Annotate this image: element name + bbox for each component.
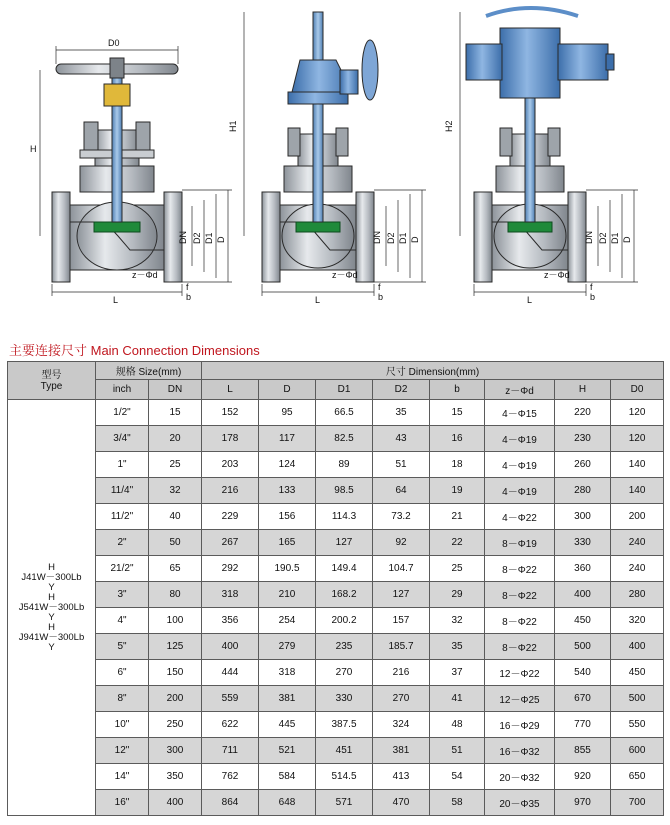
type-line: Y <box>48 581 55 593</box>
table-cell: 140 <box>611 452 664 478</box>
table-cell: 114.3 <box>316 504 373 530</box>
table-cell: 270 <box>373 686 430 712</box>
table-cell: 16" <box>96 790 149 816</box>
table-cell: 104.7 <box>373 556 430 582</box>
table-cell: 2" <box>96 530 149 556</box>
col-header-d0: D0 <box>611 380 664 400</box>
table-cell: 584 <box>259 764 316 790</box>
table-cell: 203 <box>202 452 259 478</box>
table-cell: 21/2" <box>96 556 149 582</box>
table-cell: 16－Φ29 <box>485 712 555 738</box>
table-cell: 864 <box>202 790 259 816</box>
label-d-1: D <box>216 236 226 243</box>
table-cell: 445 <box>259 712 316 738</box>
table-cell: 41 <box>430 686 485 712</box>
table-cell: 37 <box>430 660 485 686</box>
table-cell: 540 <box>555 660 611 686</box>
table-cell: 8－Φ19 <box>485 530 555 556</box>
table-cell: 185.7 <box>373 634 430 660</box>
table-row <box>8 478 664 504</box>
type-line: Y <box>48 611 55 623</box>
table-cell: 381 <box>373 738 430 764</box>
table-cell: 250 <box>149 712 202 738</box>
table-cell: 444 <box>202 660 259 686</box>
type-line: H <box>48 621 55 633</box>
table-cell: 25 <box>430 556 485 582</box>
table-cell: 178 <box>202 426 259 452</box>
table-cell: 12－Φ25 <box>485 686 555 712</box>
type-line: H <box>48 591 55 603</box>
table-cell: 157 <box>373 608 430 634</box>
table-cell: 6" <box>96 660 149 686</box>
col-header-l: L <box>202 380 259 400</box>
table-cell: 125 <box>149 634 202 660</box>
type-header <box>8 362 96 400</box>
table-cell: 58 <box>430 790 485 816</box>
table-cell: 280 <box>611 582 664 608</box>
table-cell: 51 <box>373 452 430 478</box>
table-cell: 280 <box>555 478 611 504</box>
label-d1-1: D1 <box>204 232 214 244</box>
label-d2-2: D2 <box>386 232 396 244</box>
label-d2-1: D2 <box>192 232 202 244</box>
col-header-d: D <box>259 380 316 400</box>
table-row <box>8 738 664 764</box>
table-cell: 50 <box>149 530 202 556</box>
table-row <box>8 556 664 582</box>
table-cell: 43 <box>373 426 430 452</box>
valve-drawings <box>0 0 670 330</box>
table-cell: 15 <box>430 400 485 426</box>
table-row <box>8 634 664 660</box>
table-cell: 970 <box>555 790 611 816</box>
table-cell: 140 <box>611 478 664 504</box>
table-cell: 229 <box>202 504 259 530</box>
table-cell: 210 <box>259 582 316 608</box>
col-header-bolt: z－Φd <box>485 380 555 400</box>
table-cell: 300 <box>555 504 611 530</box>
table-cell: 400 <box>555 582 611 608</box>
table-row <box>8 712 664 738</box>
table-cell: 320 <box>611 608 664 634</box>
table-cell: 200 <box>611 504 664 530</box>
col-header-d2: D2 <box>373 380 430 400</box>
label-l-2: L <box>315 295 321 305</box>
table-cell: 514.5 <box>316 764 373 790</box>
label-b-2: b <box>378 292 384 302</box>
type-line: J541W－300Lb <box>18 601 85 613</box>
label-h1: H1 <box>228 120 238 132</box>
table-cell: 450 <box>611 660 664 686</box>
label-bolt-2: z－Φd <box>332 270 358 280</box>
col-header-b: b <box>430 380 485 400</box>
table-row <box>8 504 664 530</box>
table-cell: 500 <box>555 634 611 660</box>
table-cell: 451 <box>316 738 373 764</box>
table-cell: 22 <box>430 530 485 556</box>
label-d1-2: D1 <box>398 232 408 244</box>
table-cell: 450 <box>555 608 611 634</box>
label-d1-3: D1 <box>610 232 620 244</box>
table-cell: 35 <box>430 634 485 660</box>
table-cell: 292 <box>202 556 259 582</box>
label-dn-1: DN <box>178 231 188 244</box>
table-cell: 32 <box>149 478 202 504</box>
table-cell: 156 <box>259 504 316 530</box>
table-cell: 4－Φ19 <box>485 478 555 504</box>
table-cell: 190.5 <box>259 556 316 582</box>
table-cell: 12－Φ22 <box>485 660 555 686</box>
table-cell: 120 <box>611 426 664 452</box>
table-cell: 400 <box>611 634 664 660</box>
table-cell: 3" <box>96 582 149 608</box>
valve-handwheel-drawing <box>40 46 232 296</box>
valve-electric-drawing <box>460 8 638 296</box>
table-row <box>8 686 664 712</box>
table-cell: 700 <box>611 790 664 816</box>
table-cell: 98.5 <box>316 478 373 504</box>
table-cell: 20－Φ32 <box>485 764 555 790</box>
table-cell: 216 <box>202 478 259 504</box>
table-cell: 16－Φ32 <box>485 738 555 764</box>
table-cell: 133 <box>259 478 316 504</box>
table-cell: 381 <box>259 686 316 712</box>
table-cell: 25 <box>149 452 202 478</box>
table-cell: 8－Φ22 <box>485 582 555 608</box>
table-cell: 330 <box>316 686 373 712</box>
table-cell: 66.5 <box>316 400 373 426</box>
table-cell: 559 <box>202 686 259 712</box>
table-cell: 356 <box>202 608 259 634</box>
table-cell: 350 <box>149 764 202 790</box>
label-bolt-1: z－Φd <box>132 270 158 280</box>
table-cell: 230 <box>555 426 611 452</box>
type-header-cn: 型号 <box>41 369 62 381</box>
table-cell: 240 <box>611 530 664 556</box>
table-cell: 29 <box>430 582 485 608</box>
col-header-dn: DN <box>149 380 202 400</box>
table-cell: 3/4" <box>96 426 149 452</box>
table-row <box>8 790 664 816</box>
table-cell: 18 <box>430 452 485 478</box>
table-row <box>8 400 664 426</box>
table-cell: 8" <box>96 686 149 712</box>
label-dn-2: DN <box>372 231 382 244</box>
table-cell: 64 <box>373 478 430 504</box>
table-cell: 4" <box>96 608 149 634</box>
table-cell: 387.5 <box>316 712 373 738</box>
table-cell: 73.2 <box>373 504 430 530</box>
label-l-1: L <box>113 295 119 305</box>
label-b-3: b <box>590 292 596 302</box>
table-cell: 400 <box>149 790 202 816</box>
label-f-1: f <box>186 282 189 292</box>
table-row <box>8 608 664 634</box>
col-header-h: H <box>555 380 611 400</box>
table-cell: 4－Φ19 <box>485 426 555 452</box>
valve-gear-drawing <box>244 12 426 296</box>
table-row <box>8 452 664 478</box>
col-header-d1: D1 <box>316 380 373 400</box>
table-cell: 318 <box>202 582 259 608</box>
type-header-en: Type <box>40 380 63 392</box>
table-cell: 762 <box>202 764 259 790</box>
table-cell: 35 <box>373 400 430 426</box>
table-cell: 92 <box>373 530 430 556</box>
table-cell: 65 <box>149 556 202 582</box>
table-cell: 12" <box>96 738 149 764</box>
table-cell: 117 <box>259 426 316 452</box>
table-cell: 240 <box>611 556 664 582</box>
table-cell: 648 <box>259 790 316 816</box>
table-cell: 855 <box>555 738 611 764</box>
table-row <box>8 426 664 452</box>
table-cell: 270 <box>316 660 373 686</box>
table-cell: 152 <box>202 400 259 426</box>
table-cell: 360 <box>555 556 611 582</box>
table-cell: 150 <box>149 660 202 686</box>
table-cell: 11/2" <box>96 504 149 530</box>
table-cell: 650 <box>611 764 664 790</box>
table-cell: 4－Φ22 <box>485 504 555 530</box>
table-cell: 400 <box>202 634 259 660</box>
table-cell: 1" <box>96 452 149 478</box>
table-cell: 318 <box>259 660 316 686</box>
table-cell: 1/2" <box>96 400 149 426</box>
label-f-2: f <box>378 282 381 292</box>
type-line: H <box>48 561 55 573</box>
table-cell: 168.2 <box>316 582 373 608</box>
label-b-1: b <box>186 292 192 302</box>
table-cell: 124 <box>259 452 316 478</box>
label-f-3: f <box>590 282 593 292</box>
table-cell: 670 <box>555 686 611 712</box>
label-d0: D0 <box>108 38 120 48</box>
table-cell: 54 <box>430 764 485 790</box>
table-cell: 500 <box>611 686 664 712</box>
table-cell: 571 <box>316 790 373 816</box>
table-cell: 14" <box>96 764 149 790</box>
size-group-header: 规格 Size(mm) <box>96 362 202 380</box>
label-dn-3: DN <box>584 231 594 244</box>
table-cell: 10" <box>96 712 149 738</box>
table-cell: 235 <box>316 634 373 660</box>
table-cell: 550 <box>611 712 664 738</box>
label-d-2: D <box>410 236 420 243</box>
table-row <box>8 764 664 790</box>
table-cell: 4－Φ19 <box>485 452 555 478</box>
table-cell: 8－Φ22 <box>485 634 555 660</box>
table-row <box>8 660 664 686</box>
table-cell: 770 <box>555 712 611 738</box>
table-cell: 32 <box>430 608 485 634</box>
table-cell: 82.5 <box>316 426 373 452</box>
table-cell: 20 <box>149 426 202 452</box>
table-cell: 8－Φ22 <box>485 608 555 634</box>
dimension-group-header: 尺寸 Dimension(mm) <box>202 362 664 380</box>
type-line: Y <box>48 641 55 653</box>
table-cell: 120 <box>611 400 664 426</box>
table-cell: 48 <box>430 712 485 738</box>
table-cell: 267 <box>202 530 259 556</box>
table-cell: 220 <box>555 400 611 426</box>
table-cell: 254 <box>259 608 316 634</box>
label-d-3: D <box>622 236 632 243</box>
col-header-inch: inch <box>96 380 149 400</box>
type-line: J941W－300Lb <box>18 631 85 643</box>
table-cell: 165 <box>259 530 316 556</box>
label-d2-3: D2 <box>598 232 608 244</box>
table-cell: 521 <box>259 738 316 764</box>
type-line: J41W－300Lb <box>21 571 82 583</box>
section-title: 主要连接尺寸 Main Connection Dimensions <box>9 343 260 358</box>
table-cell: 127 <box>373 582 430 608</box>
table-cell: 920 <box>555 764 611 790</box>
table-cell: 89 <box>316 452 373 478</box>
table-cell: 279 <box>259 634 316 660</box>
table-cell: 8－Φ22 <box>485 556 555 582</box>
table-cell: 40 <box>149 504 202 530</box>
table-cell: 15 <box>149 400 202 426</box>
table-cell: 260 <box>555 452 611 478</box>
table-cell: 51 <box>430 738 485 764</box>
table-row <box>8 582 664 608</box>
label-bolt-3: z－Φd <box>544 270 570 280</box>
table-cell: 21 <box>430 504 485 530</box>
table-cell: 4－Φ15 <box>485 400 555 426</box>
table-cell: 149.4 <box>316 556 373 582</box>
table-cell: 95 <box>259 400 316 426</box>
dimension-table <box>7 361 664 816</box>
table-cell: 80 <box>149 582 202 608</box>
table-cell: 200 <box>149 686 202 712</box>
table-cell: 216 <box>373 660 430 686</box>
label-h: H <box>30 144 37 154</box>
table-cell: 200.2 <box>316 608 373 634</box>
table-cell: 413 <box>373 764 430 790</box>
table-row <box>8 530 664 556</box>
table-cell: 5" <box>96 634 149 660</box>
table-cell: 127 <box>316 530 373 556</box>
table-cell: 622 <box>202 712 259 738</box>
table-cell: 11/4" <box>96 478 149 504</box>
table-cell: 324 <box>373 712 430 738</box>
table-cell: 711 <box>202 738 259 764</box>
table-cell: 330 <box>555 530 611 556</box>
table-cell: 20－Φ35 <box>485 790 555 816</box>
table-cell: 19 <box>430 478 485 504</box>
table-cell: 600 <box>611 738 664 764</box>
table-cell: 16 <box>430 426 485 452</box>
table-cell: 300 <box>149 738 202 764</box>
label-l-3: L <box>527 295 533 305</box>
table-cell: 470 <box>373 790 430 816</box>
table-cell: 100 <box>149 608 202 634</box>
label-h2: H2 <box>444 120 454 132</box>
type-cell <box>8 400 96 816</box>
